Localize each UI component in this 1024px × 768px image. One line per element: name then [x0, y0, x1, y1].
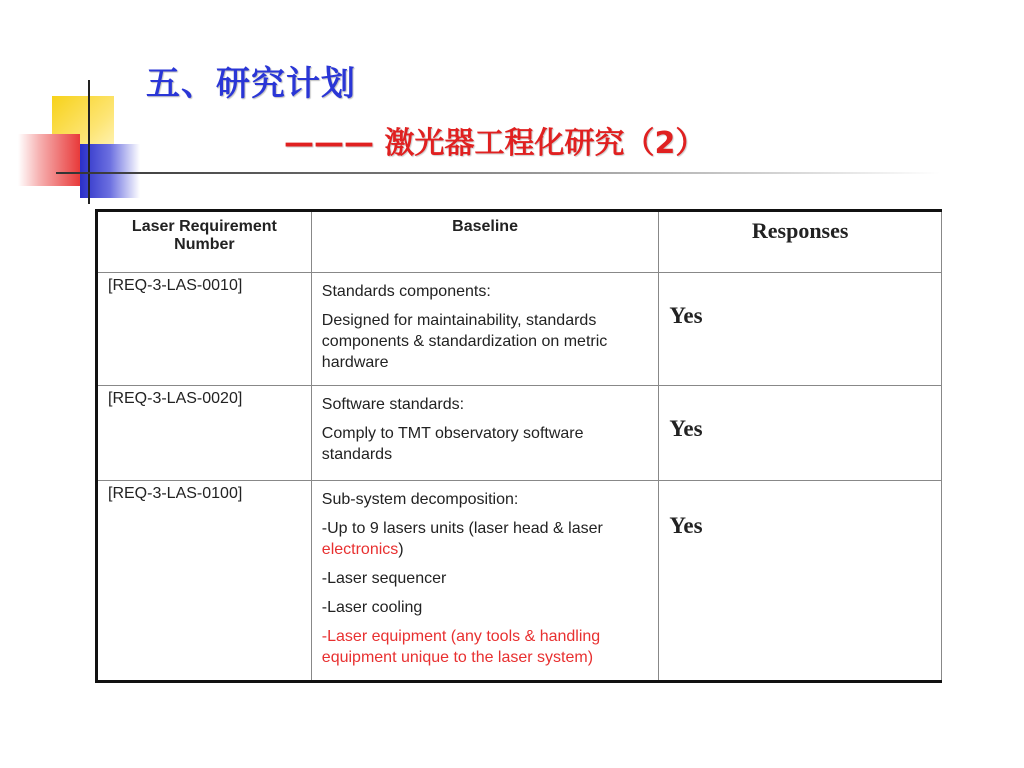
table-header-row	[97, 211, 942, 273]
item-text: -Up to 9 lasers units (laser head & laser	[321, 520, 603, 537]
item-text: -	[321, 628, 328, 645]
requirement-id: [REQ-3-LAS-0100]	[97, 481, 312, 682]
table-row	[97, 481, 942, 682]
title-underline	[56, 172, 940, 174]
requirement-id: [REQ-3-LAS-0010]	[97, 273, 312, 386]
requirement-id: [REQ-3-LAS-0020]	[97, 386, 312, 481]
header-baseline: Baseline	[311, 211, 659, 273]
decor-vertical-line	[88, 80, 90, 204]
header-requirement-number: Laser Requirement Number	[97, 211, 312, 273]
slide-subtitle: ——— 激光器工程化研究（2）	[284, 126, 706, 161]
slide-title: 五、研究计划	[146, 64, 356, 104]
baseline-item: -Laser cooling	[321, 599, 423, 616]
baseline-cell	[311, 386, 659, 481]
response-cell: Yes	[659, 481, 942, 682]
baseline-cell	[311, 481, 659, 682]
baseline-heading: Software standards:	[321, 396, 465, 413]
item-text: )	[398, 541, 404, 558]
baseline-item	[322, 518, 649, 560]
decor-red-square	[18, 134, 80, 186]
item-highlight: electronics	[321, 541, 399, 558]
response-cell: Yes	[659, 386, 942, 481]
baseline-cell	[311, 273, 659, 386]
baseline-item: -Laser sequencer	[321, 570, 447, 587]
baseline-heading: Standards components:	[321, 283, 491, 300]
baseline-text: Designed for maintainability, standards components & standardization on metric hardware	[321, 312, 608, 371]
baseline-item	[322, 626, 649, 668]
item-highlight: Laser equipment (any tools & handling equipment unique to the laser system)	[321, 628, 601, 666]
table-row	[97, 273, 942, 386]
response-cell: Yes	[659, 273, 942, 386]
baseline-text: Comply to TMT observatory software standards	[321, 425, 584, 463]
baseline-heading: Sub-system decomposition:	[321, 491, 519, 508]
table-row	[97, 386, 942, 481]
requirements-table	[95, 209, 942, 683]
header-responses: Responses	[659, 211, 942, 273]
